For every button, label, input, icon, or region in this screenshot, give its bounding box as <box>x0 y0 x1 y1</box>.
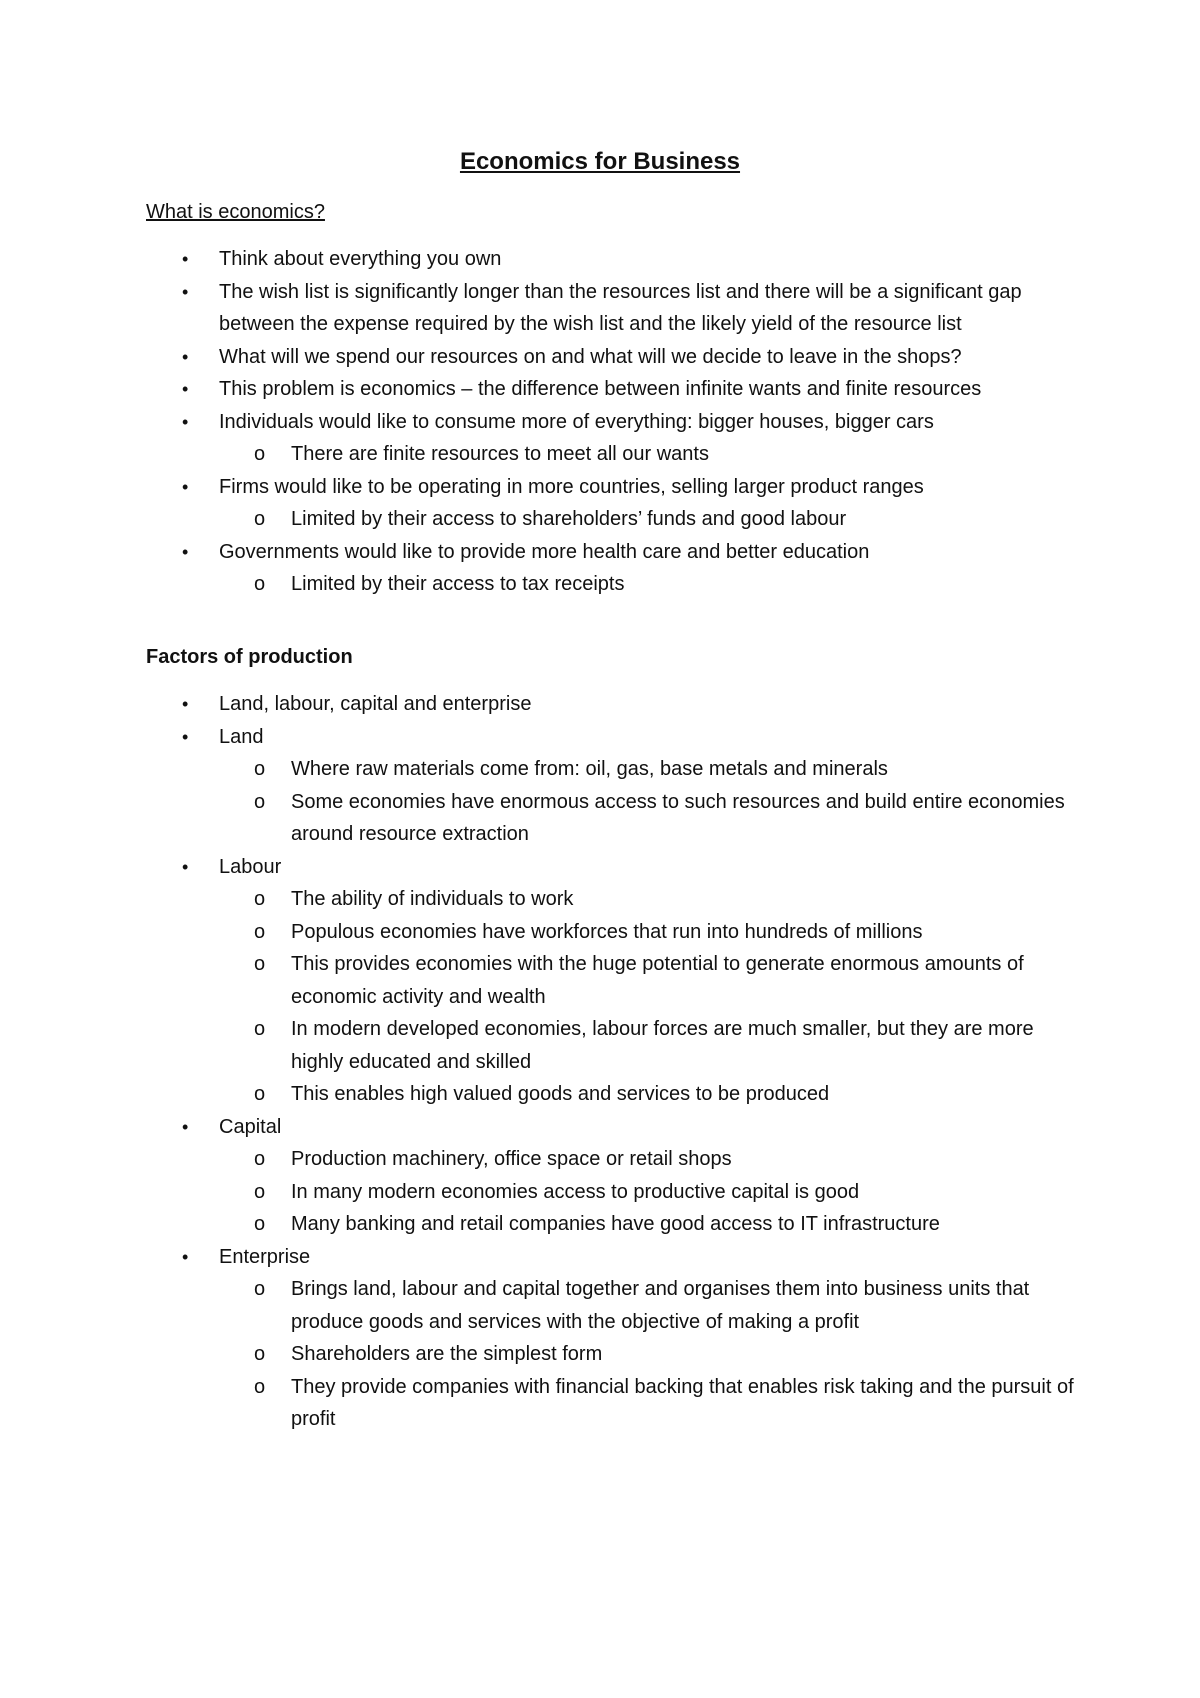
list-item-text: Individuals would like to consume more of everything: bigger houses, bigger cars <box>219 410 934 433</box>
list-item-text: Shareholders are the simplest form <box>291 1343 603 1365</box>
list-item <box>146 243 1076 276</box>
list-item <box>146 883 1076 916</box>
sub-bullet-marker: o <box>254 1018 266 1040</box>
list-item <box>146 1143 1076 1176</box>
list-item-text: Limited by their access to shareholders’ funds and good labour <box>291 508 847 530</box>
list-item <box>146 536 1076 569</box>
list-item-text: What will we spend our resources on and what will we decide to leave in the shops? <box>219 345 962 368</box>
list-item-text: The wish list is significantly longer than the resources list and there will be a significant gap between the expense required by the wish list and the likely yield of the resource list <box>219 280 1022 335</box>
list-item <box>146 406 1076 439</box>
sub-bullet-marker: o <box>254 888 266 910</box>
list-item-text: Capital <box>219 1115 282 1138</box>
sub-bullet-marker: o <box>254 1083 266 1105</box>
list-item <box>146 916 1076 949</box>
sub-bullet-marker: o <box>254 1343 266 1365</box>
list-item <box>146 1338 1076 1371</box>
list-item-text: Some economies have enormous access to such resources and build entire economies around resource extraction <box>291 790 1065 845</box>
list-item <box>146 373 1076 406</box>
section-heading-factors-of-production: Factors of production <box>146 646 353 668</box>
list-item-text: Firms would like to be operating in more countries, selling larger product ranges <box>219 475 924 498</box>
list-item <box>146 503 1076 536</box>
bullet-marker: • <box>182 249 189 269</box>
sub-bullet-marker: o <box>254 1148 266 1170</box>
list-item <box>146 688 1076 721</box>
list-item <box>146 753 1076 786</box>
sub-bullet-marker: o <box>254 1278 266 1300</box>
list-item <box>146 471 1076 504</box>
sub-bullet-marker: o <box>254 508 266 530</box>
list-item-text: Where raw materials come from: oil, gas, base metals and minerals <box>291 758 888 780</box>
bullet-marker: • <box>182 726 189 747</box>
bullet-marker: • <box>182 694 189 714</box>
sub-bullet-marker: o <box>254 573 266 595</box>
bullet-marker: • <box>182 411 189 432</box>
list-item <box>146 1078 1076 1111</box>
bullet-marker: • <box>182 1116 189 1137</box>
sub-bullet-marker: o <box>254 790 266 813</box>
list-item <box>146 1111 1076 1144</box>
list-item <box>146 1241 1076 1274</box>
list-item-text: In many modern economies access to productive capital is good <box>291 1180 860 1203</box>
list-item-text: Governments would like to provide more health care and better education <box>219 540 870 563</box>
list-item <box>146 341 1076 374</box>
list-item <box>146 1208 1076 1241</box>
list-item <box>146 276 1076 341</box>
bullet-marker: • <box>182 346 189 367</box>
list-item <box>146 786 1076 851</box>
list-item <box>146 438 1076 471</box>
list-item-text: This problem is economics – the difference between infinite wants and finite resources <box>219 378 982 400</box>
bullet-marker: • <box>182 541 189 562</box>
list-item-text: They provide companies with financial backing that enables risk taking and the pursuit of profit <box>291 1375 1074 1430</box>
list-item-text: Populous economies have workforces that run into hundreds of millions <box>291 920 923 943</box>
sub-bullet-marker: o <box>254 920 266 943</box>
list-item <box>146 1273 1076 1338</box>
list-item-text: There are finite resources to meet all our wants <box>291 443 709 465</box>
list-item-text: Think about everything you own <box>219 248 502 270</box>
bullet-marker: • <box>182 281 189 302</box>
list-item-text: Enterprise <box>219 1245 311 1268</box>
bullet-list-factors-of-production <box>146 688 1076 1436</box>
sub-bullet-marker: o <box>254 1375 266 1398</box>
bullet-marker: • <box>182 856 189 877</box>
list-item-text: The ability of individuals to work <box>291 888 574 910</box>
sub-bullet-marker: o <box>254 758 266 780</box>
list-item-text: Many banking and retail companies have good access to IT infrastructure <box>291 1213 940 1235</box>
section-heading-what-is-economics: What is economics? <box>146 201 325 223</box>
list-item-text: Brings land, labour and capital together and organises them into business units that produce goods and services with the objective of making a profit <box>291 1278 1030 1333</box>
list-item <box>146 1371 1076 1436</box>
list-item-text: Labour <box>219 855 282 878</box>
sub-bullet-marker: o <box>254 953 266 975</box>
list-item-text: This enables high valued goods and services to be produced <box>291 1083 830 1105</box>
list-item-text: Production machinery, office space or retail shops <box>291 1148 732 1170</box>
list-item <box>146 1013 1076 1078</box>
sub-bullet-marker: o <box>254 443 266 465</box>
list-item-text: Limited by their access to tax receipts <box>291 573 625 595</box>
document-title: Economics for Business <box>459 148 741 175</box>
bullet-marker: • <box>182 1246 189 1267</box>
list-item <box>146 568 1076 601</box>
list-item <box>146 851 1076 884</box>
list-item <box>146 948 1076 1013</box>
list-item-text: This provides economies with the huge potential to generate enormous amounts of economic activity and wealth <box>291 953 1024 1008</box>
sub-bullet-marker: o <box>254 1180 266 1203</box>
list-item-text: Land <box>219 725 264 748</box>
list-item-text: In modern developed economies, labour forces are much smaller, but they are more highly educated and skilled <box>291 1018 1034 1073</box>
sub-bullet-marker: o <box>254 1213 266 1235</box>
list-item-text: Land, labour, capital and enterprise <box>219 693 532 715</box>
bullet-marker: • <box>182 476 189 497</box>
list-item <box>146 1176 1076 1209</box>
bullet-list-what-is-economics <box>146 243 1076 601</box>
bullet-marker: • <box>182 379 189 399</box>
list-item <box>146 721 1076 754</box>
